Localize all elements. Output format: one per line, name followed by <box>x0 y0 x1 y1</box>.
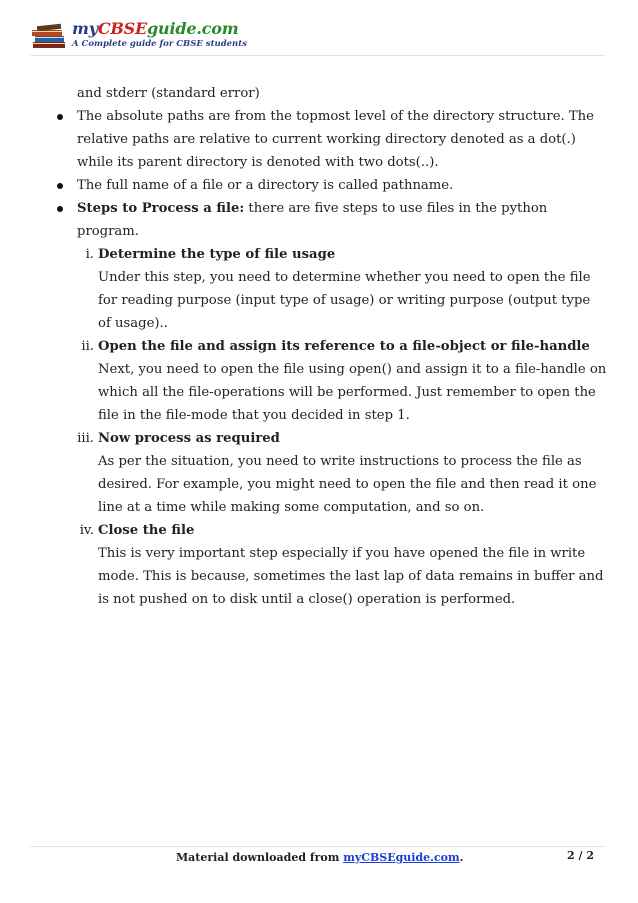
step-body: This is very important step especially if you have opened the file in write mode. This is because, sometimes the last lap of data remains in buffer and is not pushed on to disk until a close() operation is performed. <box>98 546 604 607</box>
step-item <box>77 427 607 519</box>
bullet-item: The absolute paths are from the topmost level of the directory structure. The relative paths are relative to current working directory denoted as a dot(.) while its parent directory is denoted with two dots(..). <box>52 105 607 174</box>
step-number: i. <box>85 247 94 262</box>
step-body: As per the situation, you need to write instructions to process the file as desired. For example, you might need to open the file and then read it one line at a time while making some computation, and so on. <box>98 454 597 515</box>
step-number: ii. <box>81 339 94 354</box>
site-header <box>30 20 610 54</box>
header-divider <box>30 55 605 56</box>
step-body: Next, you need to open the file using open() and assign it to a file-handle on which all the file-operations will be performed. Just remember to open the file in the file-mode that you decided in step 1. <box>98 362 607 423</box>
step-heading: Determine the type of file usage <box>98 247 336 262</box>
step-item <box>77 519 607 611</box>
page-number: 2 / 2 <box>567 849 594 862</box>
bullet-icon <box>57 183 63 189</box>
logo-tagline: A Complete guide for CBSE students <box>72 39 247 49</box>
step-number: iv. <box>79 523 94 538</box>
books-logo-icon <box>30 22 70 52</box>
step-item <box>77 335 607 427</box>
document-body <box>52 82 607 611</box>
logo-wordmark: myCBSEguide.com <box>72 19 239 38</box>
step-heading: Close the file <box>98 523 195 538</box>
bullet-item: The full name of a file or a directory is called pathname. <box>52 174 607 197</box>
bullet-icon <box>57 206 63 212</box>
step-number: iii. <box>77 431 94 446</box>
footer-credit: Material downloaded from myCBSEguide.com. <box>176 851 464 864</box>
bullet-item-steps: Steps to Process a file: there are five steps to use files in the python program. <box>52 197 607 243</box>
footer-link[interactable]: myCBSEguide.com <box>343 851 460 864</box>
bullet-icon <box>57 114 63 120</box>
footer-divider <box>30 846 605 847</box>
steps-list <box>77 243 607 611</box>
step-heading: Now process as required <box>98 431 280 446</box>
step-item <box>77 243 607 335</box>
continuation-line: and stderr (standard error) <box>77 86 260 101</box>
step-heading: Open the file and assign its reference to a file-object or file-handle <box>98 339 590 354</box>
steps-heading: Steps to Process a file: <box>77 201 245 216</box>
step-body: Under this step, you need to determine whether you need to open the file for reading purpose (input type of usage) or writing purpose (output type of usage).. <box>98 270 591 331</box>
